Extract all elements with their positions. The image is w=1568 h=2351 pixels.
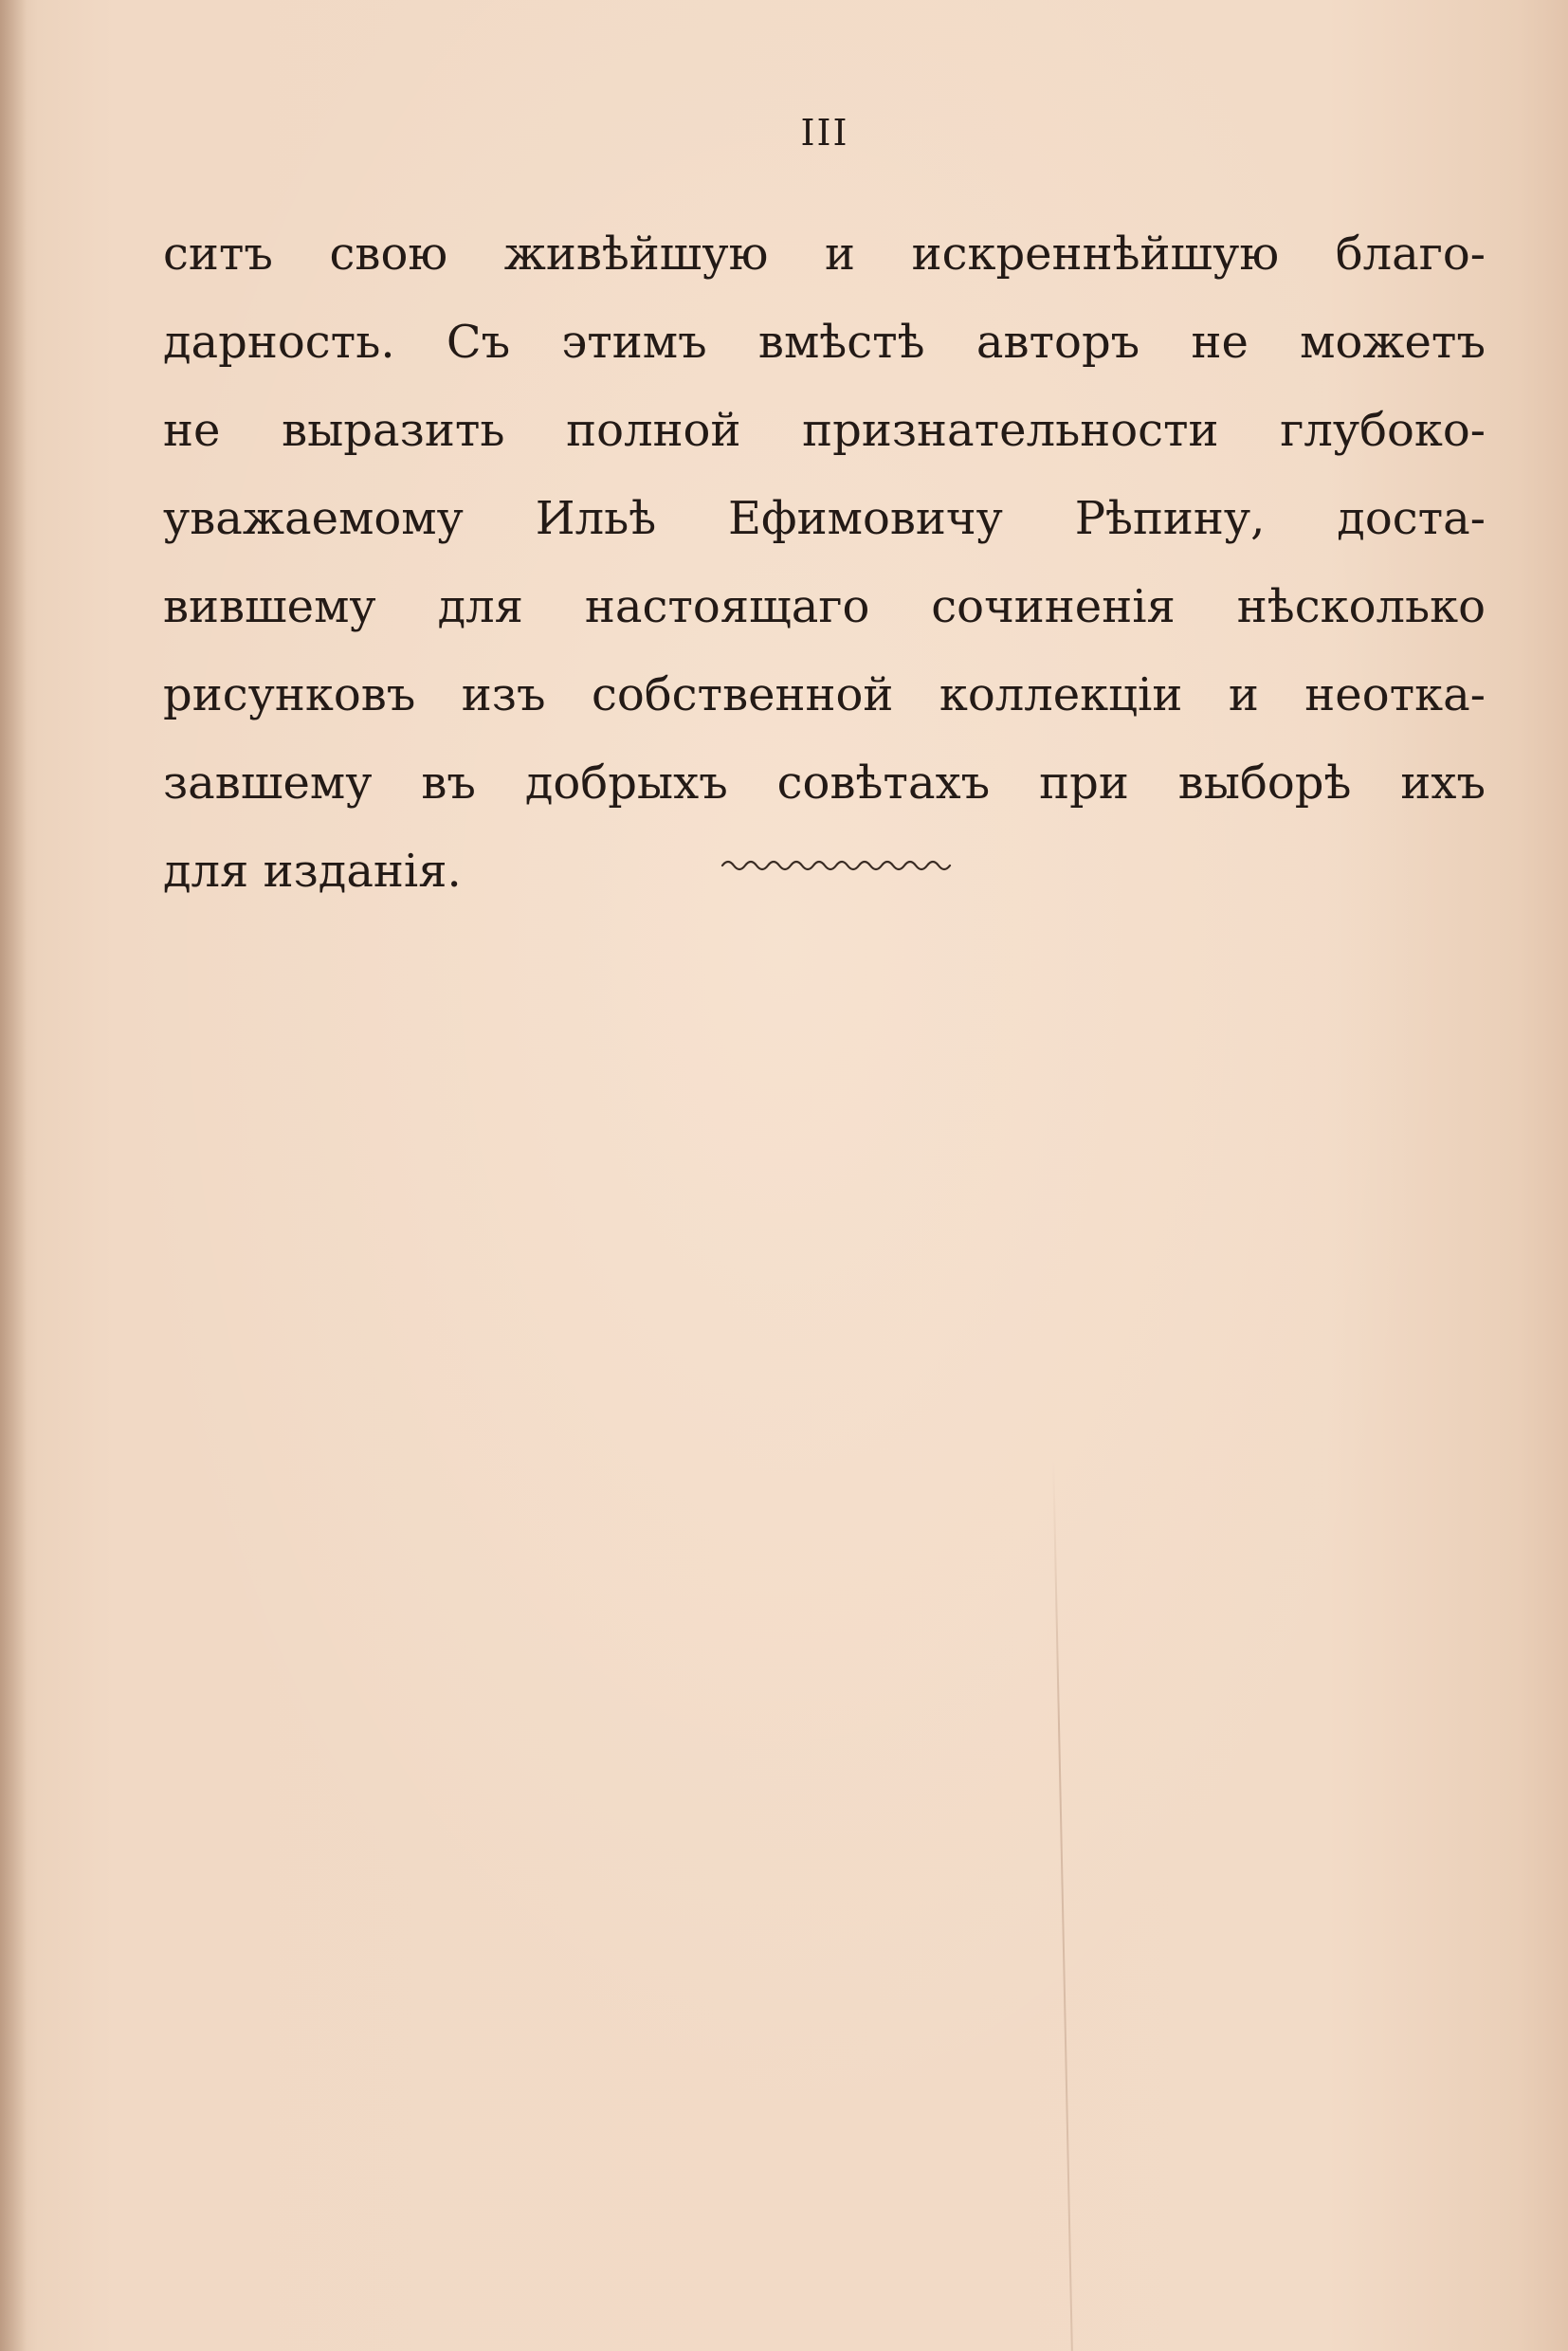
text-line: для изданія. (163, 845, 462, 898)
text-line: вившему для настоящаго сочиненія нѣсколько (163, 580, 1486, 633)
text-line: завшему въ добрыхъ совѣтахъ при выборѣ ихъ (163, 756, 1486, 810)
text-line: не выразить полной признательности глубоко- (163, 404, 1486, 457)
paper-crease (1052, 1460, 1073, 2351)
page-fold-shadow (0, 0, 27, 2351)
text-line: уважаемому Ильѣ Ефимовичу Рѣпину, доста- (163, 492, 1486, 545)
body-text (163, 210, 1486, 916)
text-line: рисунковъ изъ собственной коллекціи и неотка- (163, 668, 1486, 721)
page-number: III (800, 112, 849, 154)
text-line: ситъ свою живѣйшую и искреннѣйшую благо- (163, 228, 1486, 281)
text-line: дарность. Съ этимъ вмѣстѣ авторъ не можетъ (163, 316, 1486, 369)
wavy-line-ornament-icon (720, 855, 957, 876)
